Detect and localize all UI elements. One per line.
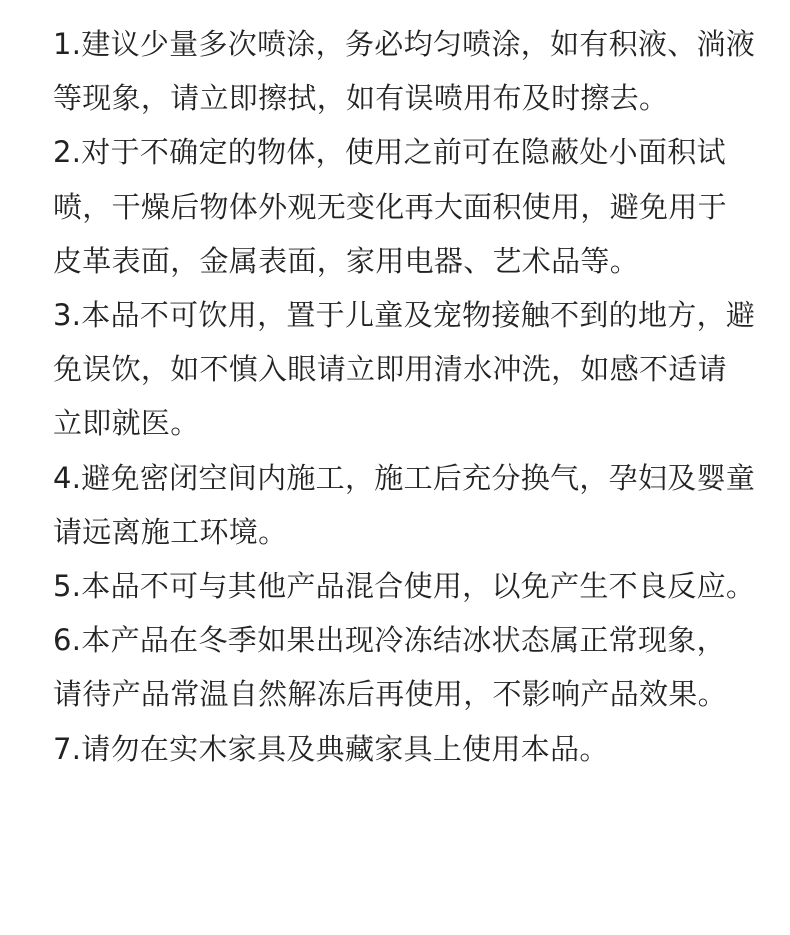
instruction-item-1: 1.建议少量多次喷涂，务必均匀喷涂，如有积液、淌液 等现象，请立即擦拭，如有误喷用布及时擦去。 — [53, 27, 756, 116]
instruction-item-4: 4.避免密闭空间内施工，施工后充分换气，孕妇及婴童 请远离施工环境。 — [53, 460, 756, 549]
instruction-item-2: 2.对于不确定的物体，使用之前可在隐蔽处小面积试 喷，干燥后物体外观无变化再大面积使用，避免用于 皮革表面，金属表面，家用电器、艺术品等。 — [53, 135, 727, 278]
instruction-item-6: 6.本产品在冬季如果出现冷冻结冰状态属正常现象， 请待产品常温自然解冻后再使用，不影响产品效果。 — [53, 623, 727, 712]
usage-instructions — [53, 17, 783, 776]
instruction-item-5: 5.本品不可与其他产品混合使用，以免产生不良反应。 — [53, 569, 756, 604]
instruction-item-7: 7.请勿在实木家具及典藏家具上使用本品。 — [53, 731, 609, 766]
instruction-item-3: 3.本品不可饮用，置于儿童及宠物接触不到的地方，避 免误饮，如不慎入眼请立即用清水冲洗，如感不适请 立即就医。 — [53, 298, 756, 441]
